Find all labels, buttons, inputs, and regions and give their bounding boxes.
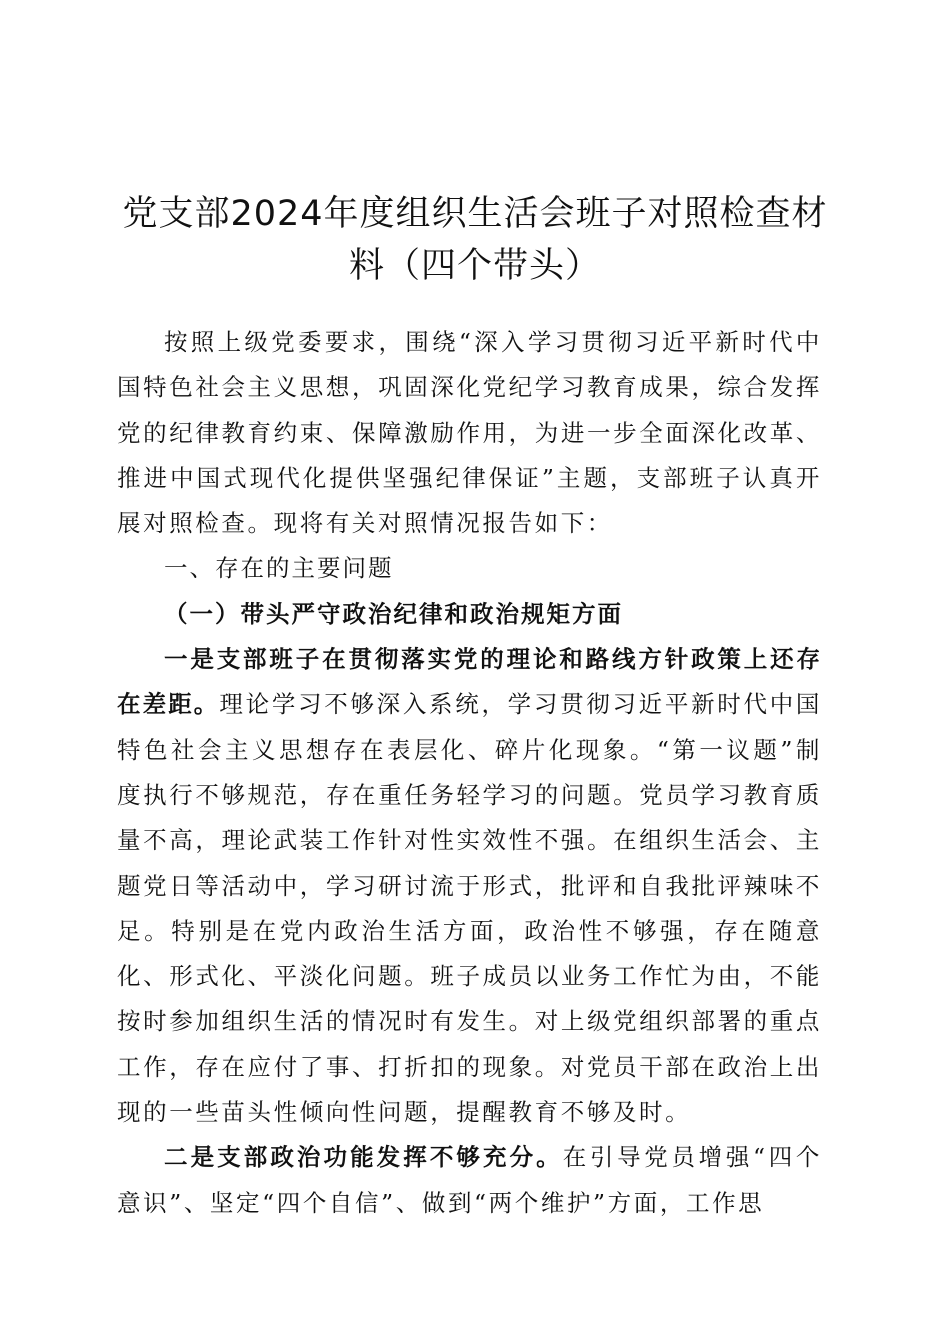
- point-two-text: 在引导党员增强“四个意识”、坚定“四个自信”、做到“两个维护”方面，工作思: [117, 1143, 823, 1217]
- point-one-text: 理论学习不够深入系统，学习贯彻习近平新时代中国特色社会主义思想存在表层化、碎片化现象。“第一议题”制度执行不够规范，存在重任务轻学习的问题。党员学习教育质量不高，理论武装工作针对性实效性不强。在组织生活会、主题党日等活动中，学习研讨流于形式，批评和自我批评辣味不足。特别是在党内政治生活方面，政治性不够强，存在随意化、形式化、平淡化问题。班子成员以业务工作忙为由，不能按时参加组织生活的情况时有发生。对上级党组织部署的重点工作，存在应付了事、打折扣的现象。对党员干部在政治上出现的一些苗头性倾向性问题，提醒教育不够及时。: [117, 690, 822, 1127]
- point-one-paragraph: [117, 637, 822, 1135]
- point-one-lead: 一是支部班子在贯彻落实党的理论和路线方针政策上还存在差距。: [117, 645, 822, 719]
- point-two-lead: 二是支部政治功能发挥不够充分。: [164, 1143, 563, 1172]
- section-heading: 一、存在的主要问题: [164, 554, 394, 583]
- subsection-heading: （一）带头严守政治纪律和政治规矩方面: [164, 599, 623, 628]
- point-two-paragraph: [117, 1135, 822, 1226]
- intro-paragraph: 按照上级党委要求，围绕“深入学习贯彻习近平新时代中国特色社会主义思想，巩固深化党纪学习教育成果，综合发挥党的纪律教育约束、保障激励作用，为进一步全面深化改革、推进中国式现代化提供坚强纪律保证”主题，支部班子认真开展对照检查。现将有关对照情况报告如下：: [117, 328, 822, 538]
- document-title: 党支部2024年度组织生活会班子对照检查材料（四个带头）: [122, 194, 828, 286]
- document-body: [117, 320, 822, 1226]
